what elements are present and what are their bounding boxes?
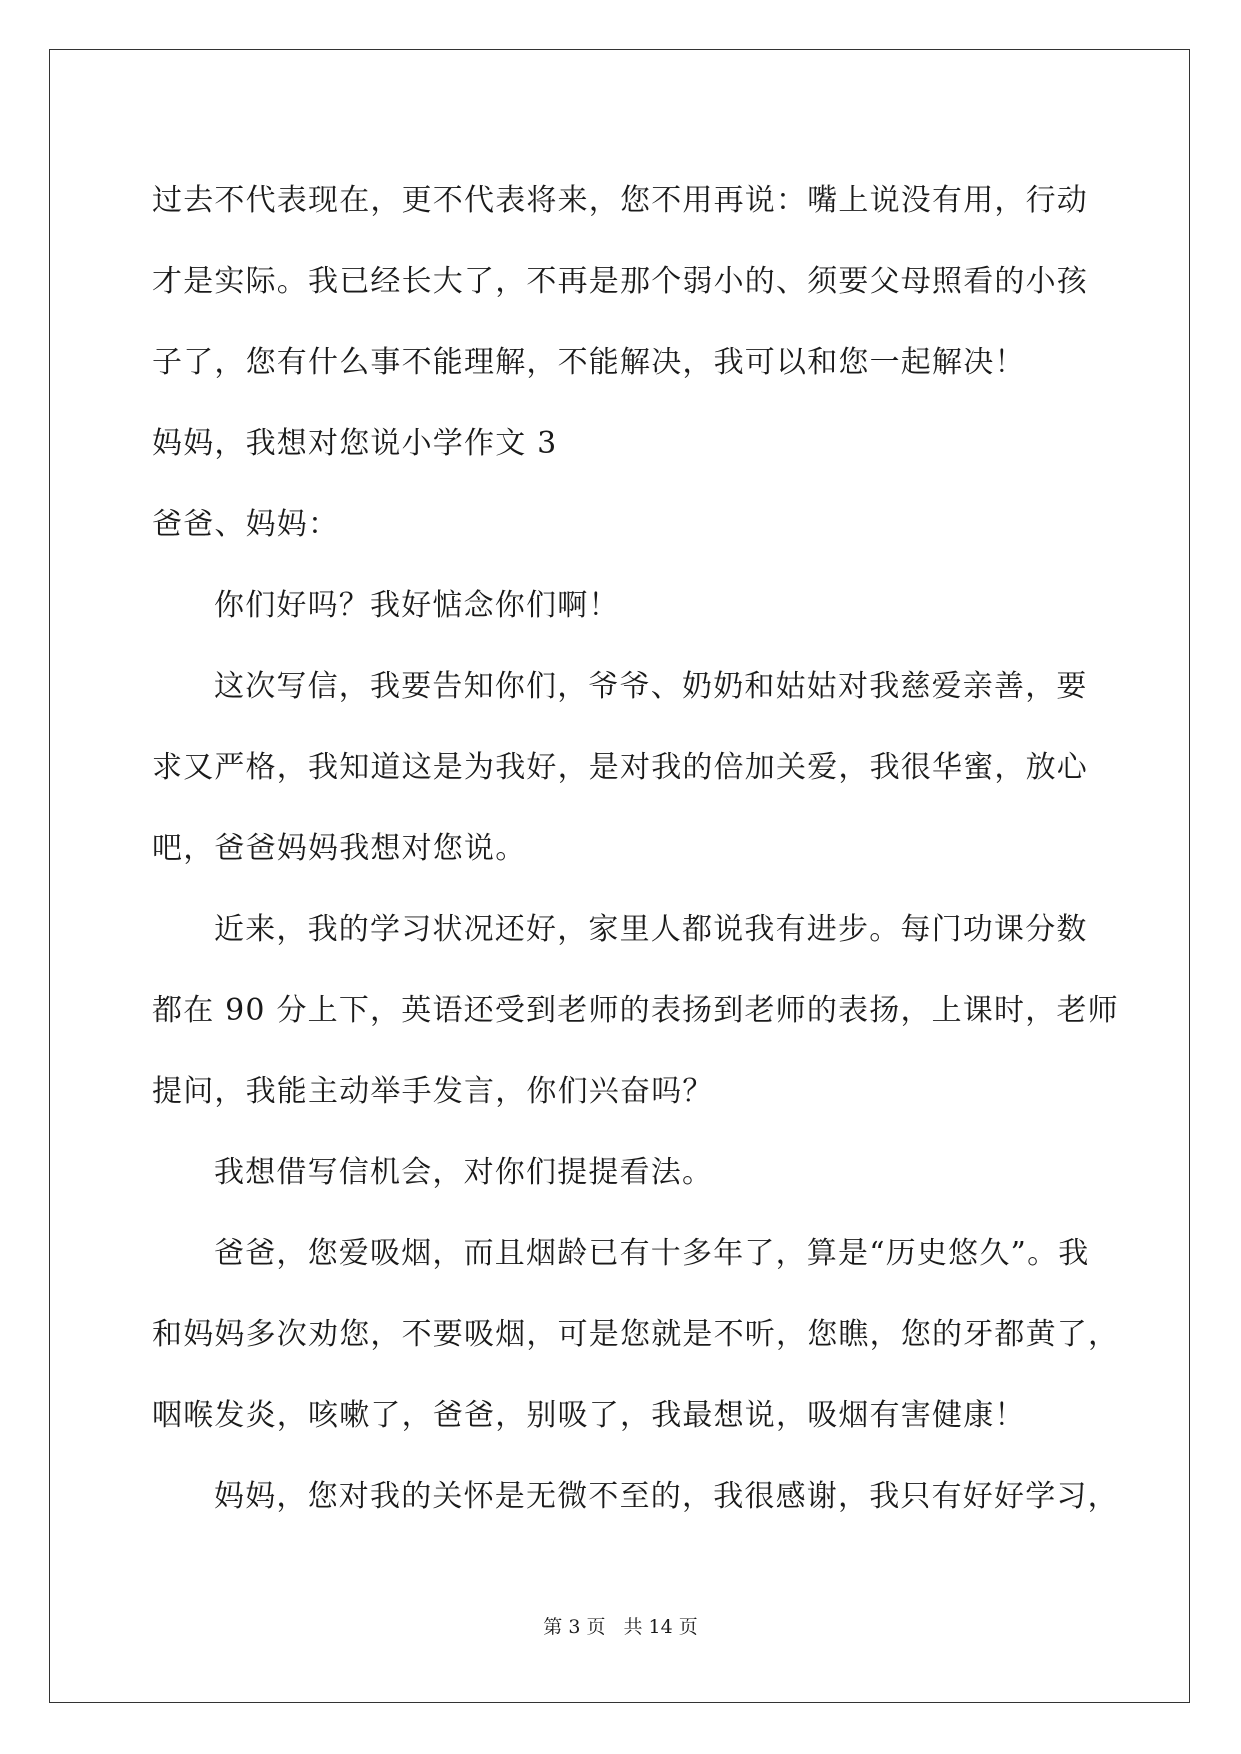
text-line-7: 这次写信，我要告知你们，爷爷、奶奶和姑姑对我慈爱亲善，要: [214, 669, 1088, 704]
text-line-11: 都在 90 分上下，英语还受到老师的表扬到老师的表扬，上课时，老师: [152, 993, 1119, 1028]
text-line-12: 提问，我能主动举手发言，你们兴奋吗？: [152, 1074, 714, 1109]
text-line-14: 爸爸，您爱吸烟，而且烟龄已有十多年了，算是“历史悠久”。我: [214, 1236, 1090, 1271]
text-line-15: 和妈妈多次劝您，不要吸烟，可是您就是不听，您瞧，您的牙都黄了，: [152, 1317, 1120, 1352]
text-line-10: 近来，我的学习状况还好，家里人都说我有进步。每门功课分数: [214, 912, 1088, 947]
text-line-8: 求又严格，我知道这是为我好，是对我的倍加关爱，我很华蜜，放心: [152, 750, 1088, 785]
letter-salutation: 爸爸、妈妈：: [152, 507, 340, 542]
section-heading: 妈妈，我想对您说小学作文 3: [152, 426, 558, 461]
text-line-6: 你们好吗？我好惦念你们啊！: [214, 588, 620, 623]
page-number: 第 3 页: [543, 1616, 606, 1638]
page-total: 共 14 页: [623, 1616, 698, 1638]
text-line-9: 吧，爸爸妈妈我想对您说。: [152, 831, 527, 866]
text-line-13: 我想借写信机会，对你们提提看法。: [214, 1155, 714, 1190]
text-line-17: 妈妈，您对我的关怀是无微不至的，我很感谢，我只有好好学习，: [214, 1479, 1119, 1514]
text-line-3: 子了，您有什么事不能理解，不能解决，我可以和您一起解决！: [152, 345, 1026, 380]
document-body: [152, 160, 1120, 1537]
text-line-16: 咽喉发炎，咳嗽了，爸爸，别吸了，我最想说，吸烟有害健康！: [152, 1398, 1026, 1433]
page-footer: [0, 1614, 1241, 1640]
text-line-2: 才是实际。我已经长大了，不再是那个弱小的、须要父母照看的小孩: [152, 264, 1088, 299]
text-line-1: 过去不代表现在，更不代表将来，您不用再说：嘴上说没有用，行动: [152, 183, 1088, 218]
